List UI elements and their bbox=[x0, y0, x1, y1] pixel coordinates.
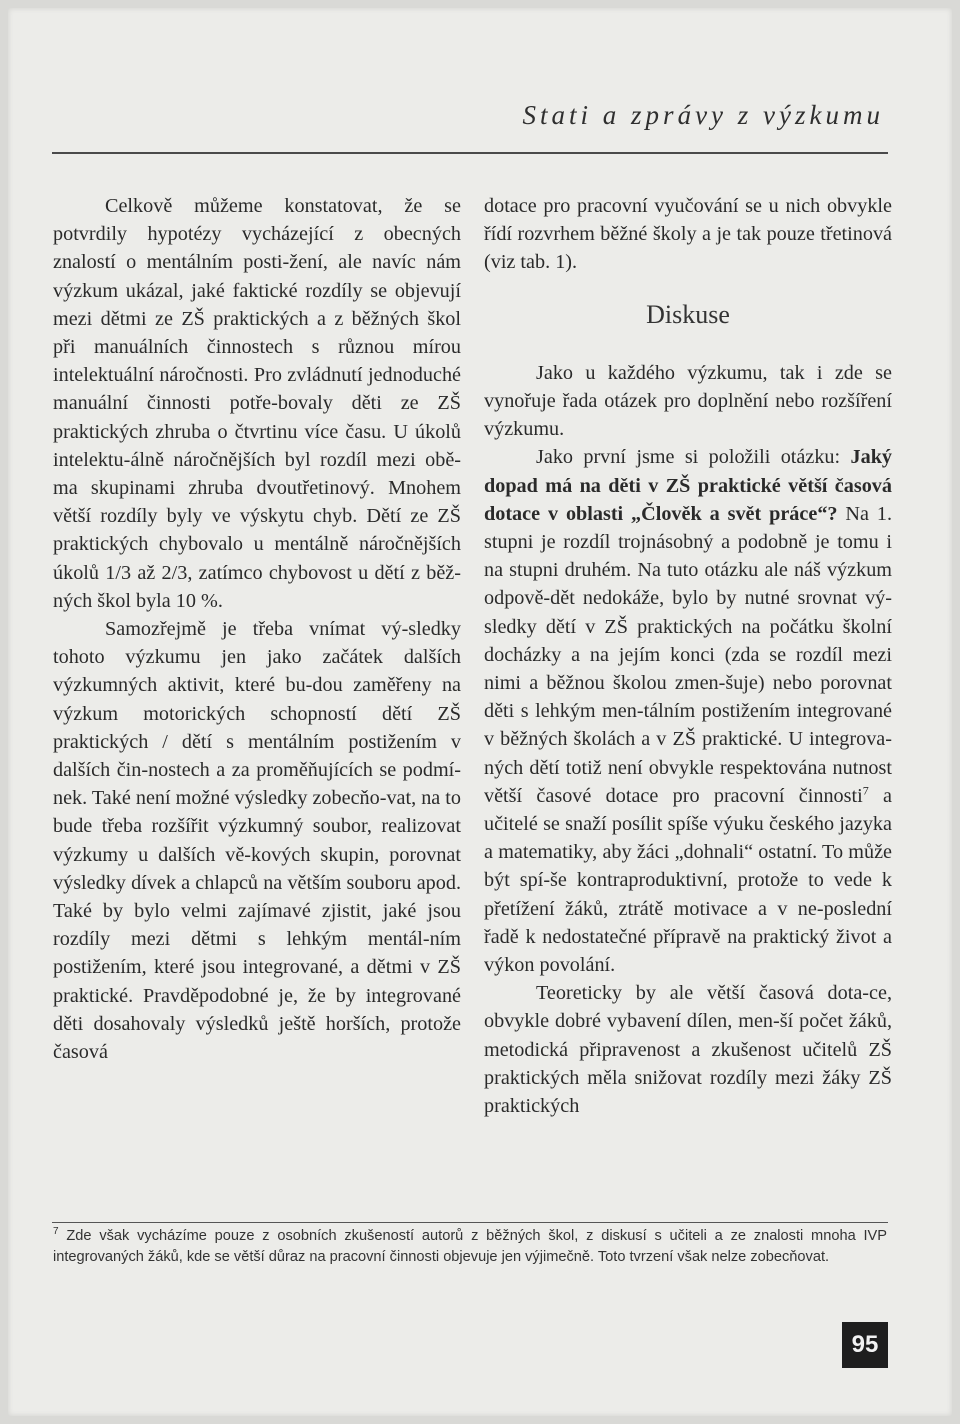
left-column bbox=[53, 192, 461, 1066]
paragraph-2-intro: Jako první jsme si položili otázku: bbox=[536, 446, 841, 469]
header-rule bbox=[52, 152, 888, 154]
paragraph-2-text-b: a učitelé se snaží posílit spíše výuku českého jazyka a matematiky, aby žáci „dohnali“ ostatní. To může být spí-še kontraproduktivní, protože to vede k přetížení žáků, ztrátě motivace a v ne-poslední řadě k nedostatečné přípravě na praktický život a výkon povolání. bbox=[484, 784, 892, 977]
left-paragraph-1: Celkově můžeme konstatovat, že se potvrdily hypotézy vycházející z obecných znalostí o mentálním posti-žení, ale navíc nám výzkum ukázal, jaké faktické rozdíly se objevují mezi dětmi ze ZŠ praktických a z běžných škol při manuálních činnostech s různou mírou intelektuální náročnosti. Pro zvládnutí jednoduché manuální činnosti potře-bovaly děti ze ZŠ praktických zhruba o čtvrtinu více času. U úkolů intelektu-álně náročnějších byl rozdíl mezi obě-ma skupinami zhruba dvoutřetinový. Mnohem větší rozdíly byly ve výskytu chyb. Dětí ze ZŠ praktických chybovalo u mentálně náročnějších úkolů 1/3 až 2/3, zatímco chybovost u dětí z běž-ných škol byla 10 %. bbox=[53, 195, 461, 612]
page bbox=[8, 8, 952, 1416]
page-number: 95 bbox=[842, 1322, 888, 1368]
section-heading-diskuse: Diskuse bbox=[646, 299, 730, 329]
right-paragraph-2 bbox=[484, 443, 892, 979]
left-paragraph-2: Samozřejmě je třeba vnímat vý-sledky tohoto výzkumu jen jako začátek dalších výzkumných aktivit, které bu-dou zaměřeny na výzkum motorických schopností dětí ZŠ praktických / dětí s mentálním postižením v dalších čin-nostech a za proměňujících se podmí-nek. Také není možné výsledky zobecňo-vat, na to bude třeba rozšířit výzkumný soubor, realizovat výzkumy u dalších vě-kových skupin, porovnat výsledky dívek a chlapců na větším souboru apod. Také by bylo velmi zajímavé zjistit, jaké jsou rozdíly mezi dětmi s lehkým mentál-ním postižením, které jsou integrované, a dětmi v ZŠ praktické. Pravděpodobné je, že by integrované děti dosahovaly výsledků ještě horších, protože časová bbox=[53, 618, 461, 1064]
right-paragraph-continued: dotace pro pracovní vyučování se u nich obvykle řídí rozvrhem běžné školy a je tak pouze třetinová (viz tab. 1). bbox=[484, 195, 892, 274]
footnote-text: Zde však vycházíme pouze z osobních zkušeností autorů z běžných škol, z diskusí s učiteli a ze znalosti mnoha IVP integrovaných žáků, kde se větší důraz na pracovní činnosti objevuje jen výjimečně. Toto tvrzení však nelze zobecňovat. bbox=[53, 1228, 888, 1265]
footnote-reference[interactable]: 7 bbox=[862, 783, 869, 798]
right-paragraph-3: Teoreticky by ale větší časová dota-ce, obvykle dobré vybavení dílen, men-ší počet žáků, metodická připravenost a zkušenost učitelů ZŠ praktických měla snižovat rozdíly mezi žáky ZŠ praktických bbox=[484, 982, 892, 1118]
right-paragraph-1: Jako u každého výzkumu, tak i zde se vynořuje řada otázek pro doplnění nebo rozšíření výzkumu. bbox=[484, 361, 892, 441]
paragraph-2-text-a: Na 1. stupni je rozdíl trojnásobný a podobně je tomu i na stupni druhém. Na tuto otázku ale náš výzkum odpově-dět nedokáže, bylo by nutné srovnat vý-sledky dětí v ZŠ praktických na počátku školní docházky a na jejím konci (zda se rozdíl mezi nimi a běžnou školou zmen-šuje) nebo porovnat děti s lehkým men-tálním postižením integrované v běžných školách a v ZŠ praktické. U integrova-ných dětí totiž není obvykle respektována nutnost větší časové dotace pro pracovní činnosti bbox=[484, 502, 892, 807]
right-column bbox=[484, 192, 892, 1120]
footnote-number: 7 bbox=[53, 1226, 59, 1238]
footnote-rule bbox=[52, 1222, 888, 1223]
footnote bbox=[53, 1226, 887, 1268]
running-header: Stati a zprávy z výzkumu bbox=[522, 100, 884, 130]
research-question: Jaký dopad má na děti v ZŠ praktické větší časová dotace v oblasti „Člověk a svět práce“? bbox=[484, 446, 893, 525]
